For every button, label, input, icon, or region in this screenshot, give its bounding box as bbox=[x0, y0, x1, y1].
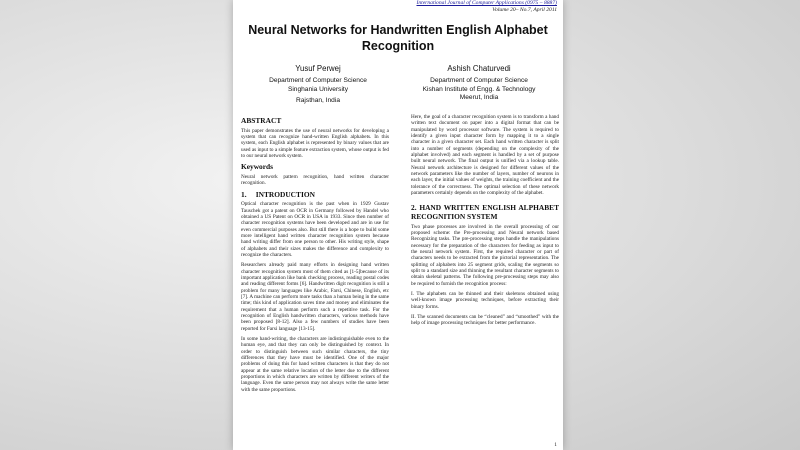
introduction-heading: 1. INTRODUCTION bbox=[241, 189, 315, 199]
abstract-text: This paper demonstrates the use of neural networks for developing a system that can recognize hand-written English alphabets. In this system, each English alphabet is represented by binary values that are used as input to a simple feature extraction system, whose output is fed to our neural network system. bbox=[241, 127, 389, 159]
author-institution: Singhania University bbox=[287, 85, 349, 93]
author-institution: Kishan Institute of Engg. & Technology bbox=[422, 85, 536, 93]
author-location: Rajsthan, India bbox=[296, 97, 340, 105]
running-header bbox=[416, 0, 557, 14]
section2-paragraph: II. The scanned documents can be “cleaned” and “smoothed” with the help of image processing techniques for better performance. bbox=[411, 314, 559, 327]
right-column bbox=[411, 114, 559, 331]
section2-heading: 2. HAND WRITTEN ENGLISH ALPHABET RECOGNITION SYSTEM bbox=[411, 203, 559, 222]
keywords-heading: Keywords bbox=[241, 162, 274, 172]
keywords-text: Neural network pattern recognition, hand written character recognition. bbox=[241, 173, 389, 187]
section2-paragraph: Two phase processes are involved in the overall processing of our proposed scheme: the Pre-processing and Neural network based Recognizing tasks. The pre-processing steps handle the manipulations necessary for the preparation of the characters for feeding as input to the neural network system. First, the required character or part of characters needs to be extracted from the pictorial representation. The splitting of alphabets into 25 segment grids, scaling the segments so split to a standard size and thinning the resultant character segments to obtain skeletal patterns. The following pre-processing steps may also be required to furnish the recognition process: bbox=[411, 223, 559, 287]
author-block-2 bbox=[404, 64, 554, 103]
intro-paragraph: In some hand-writing, the characters are indistinguishable even to the human eye, and that they can only be distinguished by context. In order to distinguish between such similar characters, the tiny differences that they have must be identified. One of the major problems of doing this for hand written characters is that they do not appear at the same relative location of the letter due to the different proportions in which characters are written by different writers of the language. Even the same person may not always write the same letter with the same proportions. bbox=[241, 336, 389, 393]
author-block-1 bbox=[243, 64, 393, 106]
section2-paragraph: I. The alphabets can be thinned and their skeletons obtained using well-known image processing techniques, before extracting their binary forms. bbox=[411, 291, 559, 310]
volume-info: Volume 20– No.7, April 2011 bbox=[492, 7, 557, 13]
author-department: Department of Computer Science bbox=[430, 77, 528, 84]
journal-name[interactable]: International Journal of Computer Applications (0975 – 8887) bbox=[416, 0, 557, 6]
author-location: Meerut, India bbox=[459, 94, 499, 102]
intro-continued-paragraph: Here, the goal of a character recognition system is to transform a hand written text document on paper into a digital format that can be manipulated by word processor software. The system is required to identify a given input character form by mapping it to a single character in a given character set. Each hand written character is split into a number of segments (depending on the complexity of the alphabet involved) and each segment is handled by a set of purpose built neural network. The final output is unified via a lookup table. Neural network architecture is designed for different values of the network parameters like the number of layers, number of neurons in each layer, the initial values of weights, the training coefficient and the tolerance of the correctness. The optimal selection of these network parameters certainly depends on the complexity of the alphabet. bbox=[411, 114, 559, 197]
intro-paragraph: Optical character recognition is the past when in 1929 Gustav Tauschek got a patent on OCR in Germany followed by Handel who obtained a US Patent on OCR in USA in 1933. Since then number of character recognition systems have been developed and are in use for even commercial purposes also. But still there is a hope to build some more intelligent hand written character recognition system because hand writing differ from one person to other. His writing style, shape of alphabets and their sizes makes the difference and complexity to recognize the characters. bbox=[241, 201, 389, 258]
intro-paragraph: Researchers already paid many efforts in designing hand written character recognition system most of them cited as [1-5]because of its important application like bank checking process, reading postal codes and reading different forms [6]. Handwritten digit recognition is still a problem for many languages like Arabic, Farsi, Chinese, English, etc [7]. A machine can perform more tasks than a human being in the same time; this kind of application saves time and money and eliminates the requirement that a human perform such a repetitive task. For the recognition of English handwritten characters, various methods have been proposed [8-12]. Also a few numbers of studies have been reported for Farsi language [13-15]. bbox=[241, 262, 389, 332]
page-number: 1 bbox=[554, 442, 557, 448]
author-name: Ashish Chaturvedi bbox=[447, 64, 511, 73]
paper-page bbox=[233, 0, 563, 450]
left-column bbox=[241, 114, 389, 397]
author-name: Yusuf Perwej bbox=[295, 64, 341, 73]
paper-title: Neural Networks for Handwritten English Alphabet Recognition bbox=[248, 23, 548, 53]
author-department: Department of Computer Science bbox=[269, 77, 367, 84]
abstract-heading: ABSTRACT bbox=[241, 116, 282, 125]
